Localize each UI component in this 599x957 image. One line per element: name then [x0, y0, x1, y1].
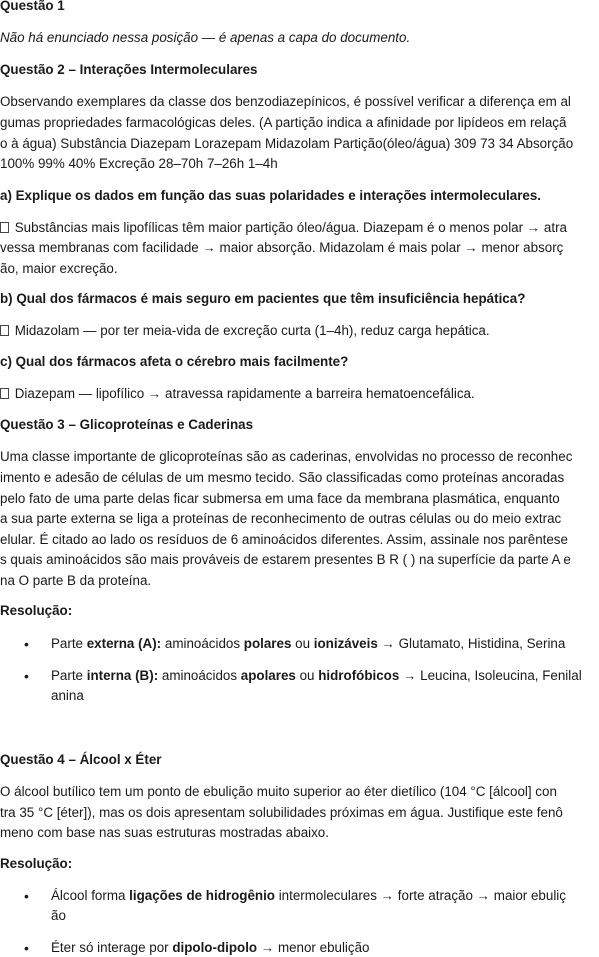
q3-title: Questão 3 – Glicoproteínas e Caderinas [0, 417, 254, 432]
q4-bullet-ether: Éter só interage por dipolo-dipolo → menor ebulição [51, 940, 370, 955]
q2-para-line: o à água) Substância Diazepam Lorazepam Midazolam Partição(óleo/água) 309 73 34 Absorção [0, 136, 574, 151]
q3-para-line: pelo fato de uma parte delas ficar submersa em uma face da membrana plasmática, enquanto [0, 491, 560, 506]
q3-para-line: Uma classe importante de glicoproteínas são as caderinas, envolvidas no processo de reconhec [0, 449, 573, 464]
q2-para-line: 100% 99% 40% Excreção 28–70h 7–26h 1–4h [0, 156, 278, 171]
q2-para-line: Observando exemplares da classe dos benzodiazepínicos, é possível verificar a diferença em al [0, 94, 571, 109]
q4-para-line: O álcool butílico tem um ponto de ebulição muito superior ao éter dietílico (104 °C [álcool] con [0, 784, 557, 799]
q3-para-line: elular. É citado ao lado os resíduos de 6 aminoácidos diferentes. Assim, assinale nos parêntese [0, 532, 568, 547]
q2-a-answer-line: Substâncias mais lipofílicas têm maior partição óleo/água. Diazepam é o menos polar → atra [0, 219, 567, 237]
checkbox-icon [0, 388, 9, 399]
q2-c-question: c) Qual dos fármacos afeta o cérebro mais facilmente? [0, 354, 349, 369]
checkbox-icon [0, 222, 9, 233]
q3-resolution-label: Resolução: [0, 603, 73, 618]
q3-para-line: a sua parte externa se liga a proteínas de reconhecimento de outras células ou do meio extrac [0, 511, 562, 526]
q2-title: Questão 2 – Interações Intermoleculares [0, 62, 258, 77]
q4-para-line: tra 35 °C [éter]), mas os dois apresentam solubilidades próximas em água. Justifique este fenô [0, 805, 563, 820]
q2-b-question: b) Qual dos fármacos é mais seguro em pacientes que têm insuficiência hepática? [0, 291, 526, 306]
q4-title: Questão 4 – Álcool x Éter [0, 752, 162, 767]
q4-bullet-alcohol-wrap: ão [51, 908, 66, 923]
q3-bullet-external: Parte externa (A): aminoácidos polares ou ionizáveis → Glutamato, Histidina, Serina [51, 636, 566, 651]
q2-para-line: gumas propriedades farmacológicas deles. (A partição indica a afinidade por lipídeos em relaçã [0, 115, 567, 130]
q3-bullet-internal: Parte interna (B): aminoácidos apolares ou hidrofóbicos → Leucina, Isoleucina, Fenilal [51, 668, 582, 683]
bullet-dot: • [24, 668, 29, 684]
q1-title: Questão 1 [0, 0, 65, 13]
q3-para-line: na O parte B da proteína. [0, 573, 152, 588]
q1-note: Não há enunciado nessa posição — é apenas a capa do documento. [0, 30, 411, 45]
q4-resolution-label: Resolução: [0, 856, 73, 871]
q3-para-line: imento e adesão de células de um mesmo tecido. São classificadas como proteínas ancoradas [0, 470, 565, 485]
q4-para-line: meno com base nas suas estruturas mostradas abaixo. [0, 825, 329, 840]
q4-bullet-alcohol: Álcool forma ligações de hidrogênio intermoleculares → forte atração → maior ebuliç [51, 888, 566, 903]
q2-a-question: a) Explique os dados em função das suas polaridades e interações intermoleculares. [0, 188, 542, 203]
q3-para-line: s quais aminoácidos são mais prováveis de estarem presentes B R ( ) na superfície da parte A e [0, 552, 571, 567]
bullet-dot: • [24, 888, 29, 904]
bullet-dot: • [24, 636, 29, 652]
q2-b-answer: Midazolam — por ter meia-vida de excreção curta (1–4h), reduz carga hepática. [0, 322, 490, 340]
checkbox-icon [0, 325, 9, 336]
bullet-dot: • [24, 940, 29, 956]
q2-a-answer-line: vessa membranas com facilidade → maior absorção. Midazolam é mais polar → menor absorç [0, 240, 564, 255]
q2-c-answer: Diazepam — lipofílico → atravessa rapidamente a barreira hematoencefálica. [0, 385, 475, 403]
q3-bullet-internal-wrap: anina [51, 688, 84, 703]
q2-a-answer-line: ão, maior excreção. [0, 261, 118, 276]
